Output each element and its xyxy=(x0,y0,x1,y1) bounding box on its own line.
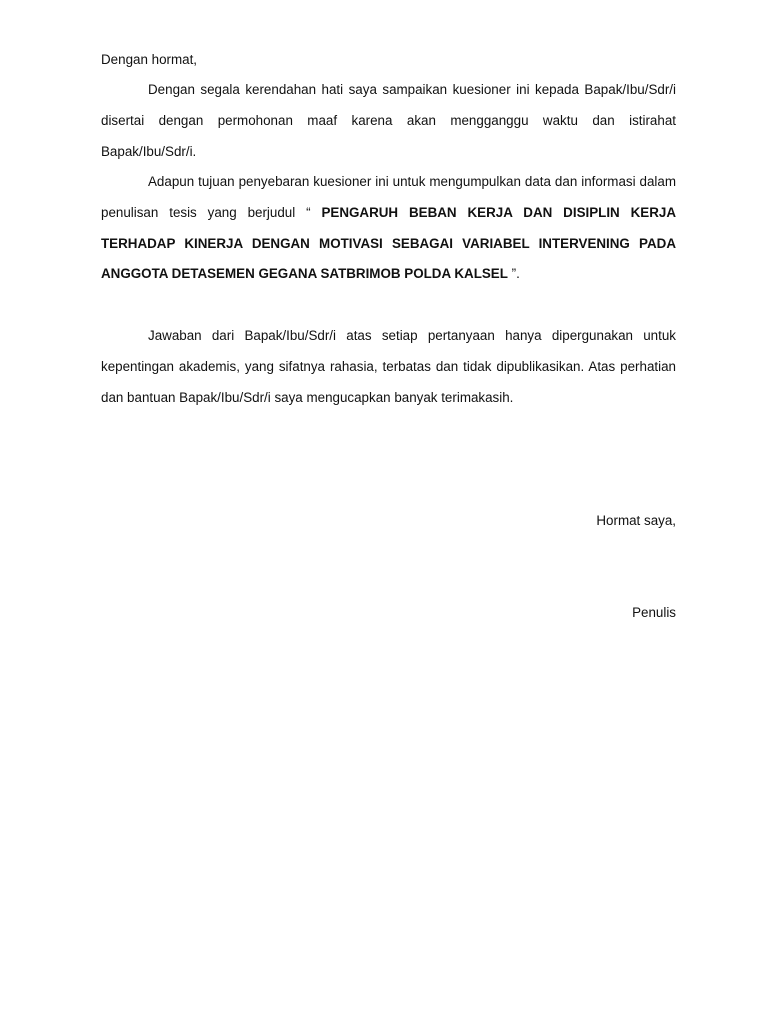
paragraph-purpose-intro: Adapun tujuan penyebaran kuesioner ini untuk mengumpulkan data dan informasi dalam penulisan tesis yang berjudul “ xyxy=(101,174,676,220)
closing-greeting: Hormat saya, xyxy=(596,513,676,528)
paragraph-purpose-outro: ”. xyxy=(507,266,520,282)
paragraph-purpose xyxy=(101,167,676,290)
signature-label: Penulis xyxy=(632,605,676,620)
paragraph-introduction: Dengan segala kerendahan hati saya sampaikan kuesioner ini kepada Bapak/Ibu/Sdr/i disertai dengan permohonan maaf karena akan mengganggu waktu dan istirahat Bapak/Ibu/Sdr/i. xyxy=(101,82,676,159)
thesis-title: PENGARUH BEBAN KERJA DAN DISIPLIN KERJA TERHADAP KINERJA DENGAN MOTIVASI SEBAGAI VARIABEL INTERVENING PADA ANGGOTA DETASEMEN GEGANA SATBRIMOB POLDA KALSEL xyxy=(101,204,677,282)
paragraph-confidentiality: Jawaban dari Bapak/Ibu/Sdr/i atas setiap pertanyaan hanya dipergunakan untuk kepentingan akademis, yang sifatnya rahasia, terbatas dan tidak dipublikasikan. Atas perhatian dan bantuan Bapak/Ibu/Sdr/i saya mengucapkan banyak terimakasih. xyxy=(101,328,676,405)
salutation: Dengan hormat, xyxy=(101,52,198,67)
